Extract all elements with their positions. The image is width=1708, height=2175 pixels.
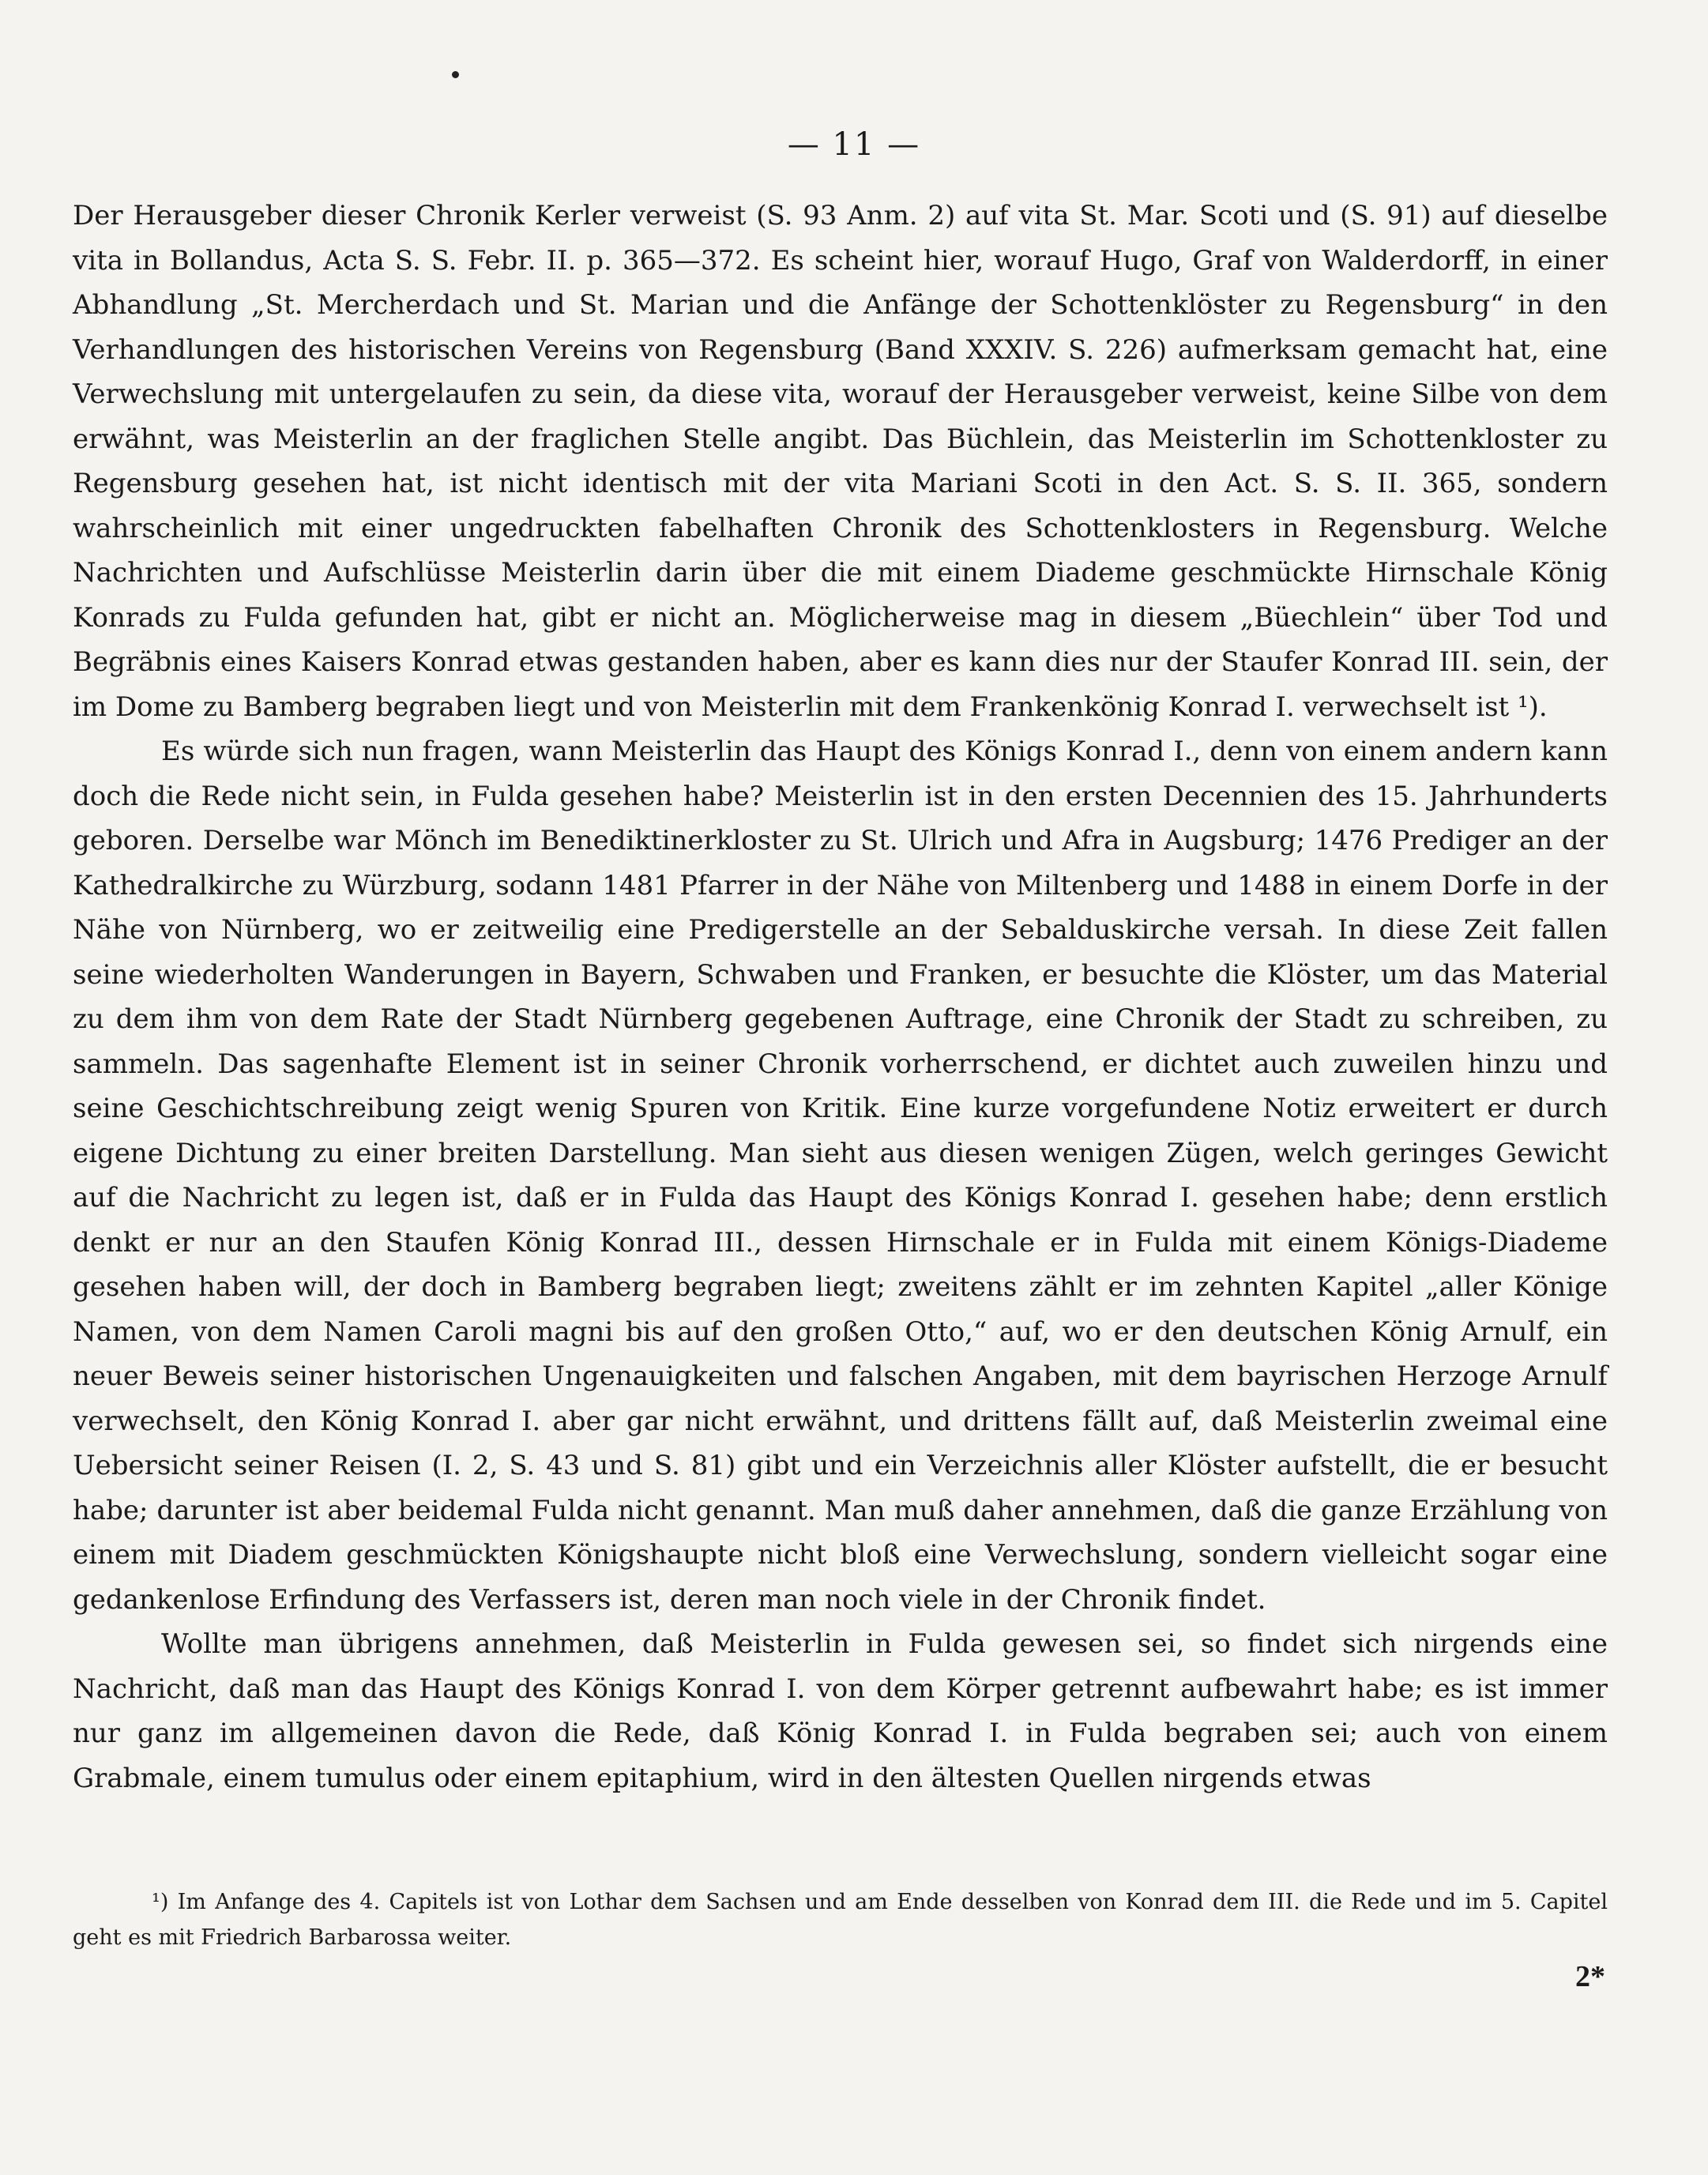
paragraph-3: Wollte man übrigens annehmen, daß Meisterlin in Fulda gewesen sei, so findet sich nirgends eine Nachricht, daß man das Haupt des Königs Konrad I. von dem Körper getrennt aufbewahrt habe; es ist immer nur ganz im allgemeinen davon die Rede, daß König Konrad I. in Fulda begraben sei; auch von einem Grabmale, einem tumulus oder einem epitaphium, wird in den ältesten Quellen nirgends etwas	[73, 1628, 1608, 1794]
footnote: ¹) Im Anfange des 4. Capitels ist von Lothar dem Sachsen und am Ende desselben von Konrad dem III. die Rede und im 5. Capitel geht es mit Friedrich Barbarossa weiter.	[73, 1890, 1608, 1950]
paragraph-2: Es würde sich nun fragen, wann Meisterlin das Haupt des Königs Konrad I., denn von einem andern kann doch die Rede nicht sein, in Fulda gesehen habe? Meisterlin ist in den ersten Decennien des 15. Jahrhunderts geboren. Derselbe war Mönch im Benediktinerkloster zu St. Ulrich und Afra in Augsburg; 1476 Prediger an der Kathedralkirche zu Würzburg, sodann 1481 Pfarrer in der Nähe von Miltenberg und 1488 in einem Dorfe in der Nähe von Nürnberg, wo er zeitweilig eine Predigerstelle an der Sebalduskirche versah. In diese Zeit fallen seine wiederholten Wanderungen in Bayern, Schwaben und Franken, er besuchte die Klöster, um das Material zu dem ihm von dem Rate der Stadt Nürnberg gegebenen Auftrage, eine Chronik der Stadt zu schreiben, zu sammeln. Das sagenhafte Element ist in seiner Chronik vorherrschend, er dichtet auch zuweilen hinzu und seine Geschichtschreibung zeigt wenig Spuren von Kritik. Eine kurze vorgefundene Notiz erweitert er durch eigene Dichtung zu einer breiten Darstellung. Man sieht aus diesen wenigen Zügen, welch geringes Gewicht auf die Nachricht zu legen ist, daß er in Fulda das Haupt des Königs Konrad I. gesehen habe; denn erstlich denkt er nur an den Staufen König Konrad III., dessen Hirnschale er in Fulda mit einem Königs-Diademe gesehen haben will, der doch in Bamberg begraben liegt; zweitens zählt er im zehnten Kapitel „aller Könige Namen, von dem Namen Caroli magni bis auf den großen Otto,“ auf, wo er den deutschen König Arnulf, ein neuer Beweis seiner historischen Ungenauigkeiten und falschen Angaben, mit dem bayrischen Herzoge Arnulf verwechselt, den König Konrad I. aber gar nicht erwähnt, und drittens fällt auf, daß Meisterlin zweimal eine Uebersicht seiner Reisen (I. 2, S. 43 und S. 81) gibt und ein Verzeichnis aller Klöster aufstellt, die er besucht habe; darunter ist aber beidemal Fulda nicht genannt. Man muß daher annehmen, daß die ganze Erzählung von einem mit Diadem geschmückten Königshaupte nicht bloß eine Verwechslung, sondern vielleicht sogar eine gedankenlose Erfindung des Verfassers ist, deren man noch viele in der Chronik findet.	[73, 736, 1608, 1616]
paragraph-1: Der Herausgeber dieser Chronik Kerler verweist (S. 93 Anm. 2) auf vita St. Mar. Scoti und (S. 91) auf dieselbe vita in Bollandus, Acta S. S. Febr. II. p. 365—372. Es scheint hier, worauf Hugo, Graf von Walderdorff, in einer Abhandlung „St. Mercherdach und St. Marian und die Anfänge der Schottenklöster zu Regensburg“ in den Verhandlungen des historischen Vereins von Regensburg (Band XXXIV. S. 226) aufmerksam gemacht hat, eine Verwechslung mit untergelaufen zu sein, da diese vita, worauf der Herausgeber verweist, keine Silbe von dem erwähnt, was Meisterlin an der fraglichen Stelle angibt. Das Büchlein, das Meisterlin im Schottenkloster zu Regensburg gesehen hat, ist nicht identisch mit der vita Mariani Scoti in den Act. S. S. II. 365, sondern wahrscheinlich mit einer ungedruckten fabelhaften Chronik des Schottenklosters in Regensburg. Welche Nachrichten und Aufschlüsse Meisterlin darin über die mit einem Diademe geschmückte Hirnschale König Konrads zu Fulda gefunden hat, gibt er nicht an. Möglicherweise mag in diesem „Büechlein“ über Tod und Begräbnis eines Kaisers Konrad etwas gestanden haben, aber es kann dies nur der Staufer Konrad III. sein, der im Dome zu Bamberg begraben liegt und von Meisterlin mit dem Frankenkönig Konrad I. verwechselt ist ¹).	[73, 200, 1608, 723]
footnote-area	[73, 1884, 1608, 1955]
ink-speck	[452, 71, 459, 78]
signature-mark: 2*	[1575, 1960, 1605, 1993]
page-number: — 11 —	[787, 126, 921, 163]
body-text	[73, 194, 1608, 1801]
